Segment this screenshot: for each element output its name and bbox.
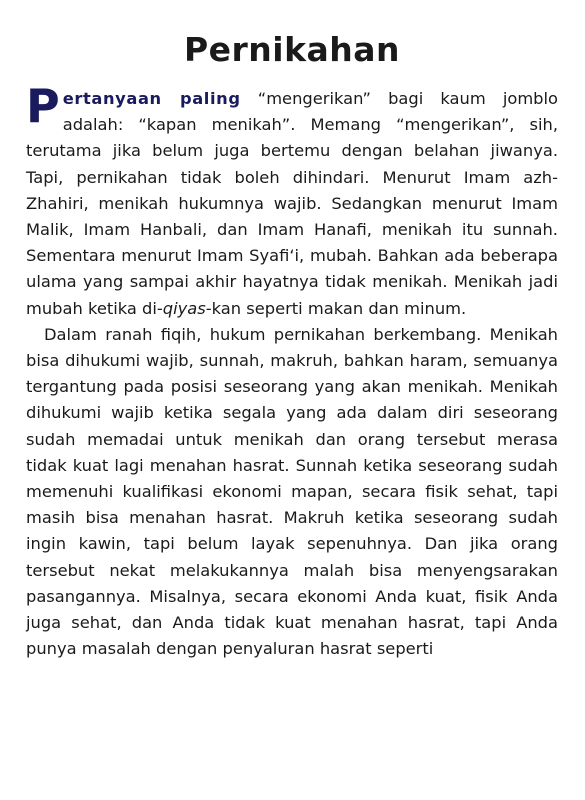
italic-term: qiyas bbox=[162, 298, 206, 318]
page-title: Pernikahan bbox=[183, 30, 401, 69]
lead-in-text: ertanyaan paling bbox=[62, 89, 241, 108]
document-page bbox=[26, 28, 558, 662]
paragraph-1-text-end: -kan seperti makan dan minum. bbox=[205, 298, 467, 318]
paragraph-2: Dalam ranah fiqih, hukum pernikahan berkembang. Menikah bisa dihukumi wajib, sunnah, makruh, bahkan haram, semuanya tergantung pada posisi seseorang yang akan menikah. Menikah dihukumi wajib ketika segala yang ada dalam diri seseorang sudah memadai untuk menikah dan orang tersebut merasa tidak kuat lagi menahan hasrat. Sunnah ketika seseorang sudah memenuhi kualifikasi ekonomi mapan, secara fisik sehat, tapi masih bisa menahan hasrat. Makruh ketika seseorang sudah ingin kawin, tapi belum layak sepenuhnya. Dan jika orang tersebut nekat melakukannya malah bisa menyengsarakan pasangannya. Misalnya, secara ekonomi Anda kuat, fisik Anda juga sehat, dan Anda tidak kuat menahan hasrat, tapi Anda punya masalah dengan penyaluran hasrat seperti bbox=[26, 324, 558, 659]
drop-cap: P bbox=[26, 79, 60, 133]
paragraph-1-text: “mengerikan” bagi kaum jomblo adalah: “kapan menikah”. Memang “mengerikan”, sih, terutama jika belum juga bertemu dengan belahan jiwanya. Tapi, pernikahan tidak boleh dihindari. Menurut Imam azh-Zhahiri, menikah hukumnya wajib. Sedangkan menurut Imam Malik, Imam Hanbali, dan Imam Hanafi, menikah itu sunnah. Sementara menurut Imam Syafi‘i, mubah. Bahkan ada beberapa ulama yang sampai akhir hayatnya tidak menikah. Menikah jadi mubah ketika di- bbox=[26, 89, 559, 318]
paragraph-1 bbox=[26, 79, 559, 322]
